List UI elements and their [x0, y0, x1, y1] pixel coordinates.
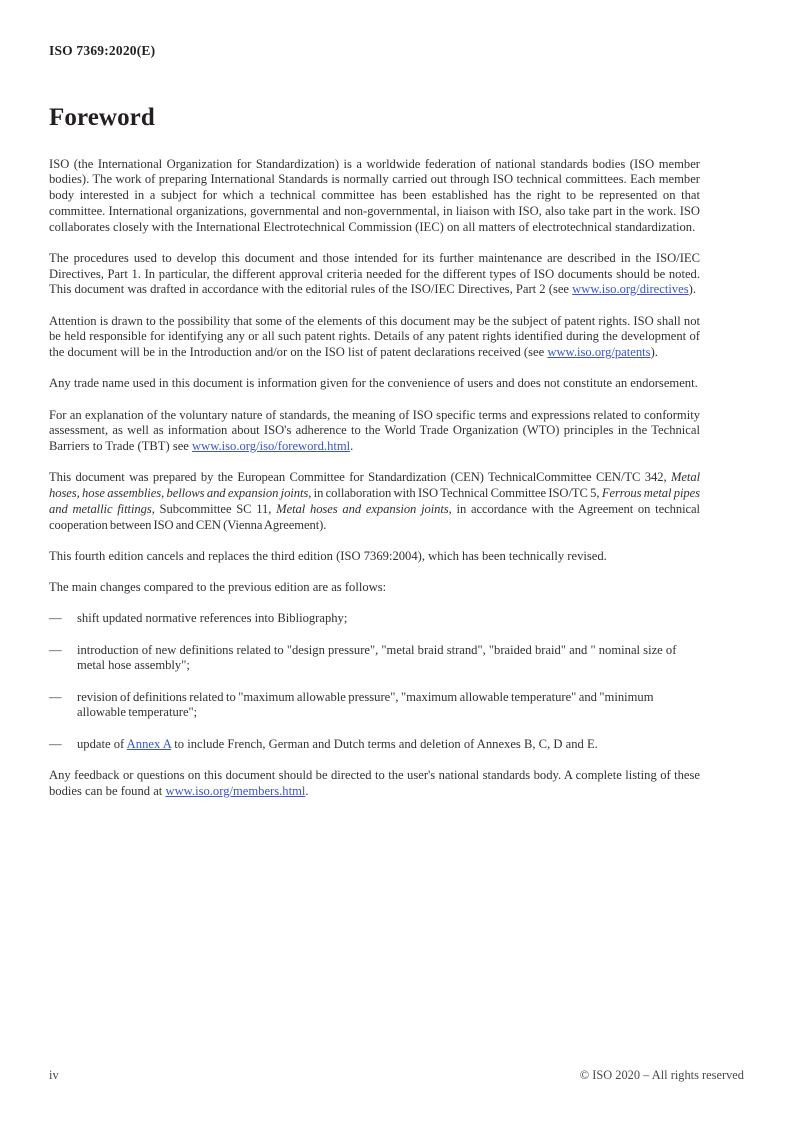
- link-iso-directives[interactable]: www.iso.org/directives: [572, 282, 689, 297]
- committee-title-sc-11: Metal hoses and expansion joints: [276, 501, 449, 516]
- page-title: Foreword: [49, 104, 155, 131]
- dash-bullet: —: [49, 689, 62, 704]
- list-item-text: revision of definitions related to "maximum allowable pressure", "maximum allowable temperature" and "minimum allowable temperature";: [77, 689, 654, 720]
- paragraph-trade-name: Any trade name used in this document is information given for the convenience of users and does not constitute an endorsement.: [49, 376, 698, 391]
- paragraph-feedback: [49, 768, 700, 800]
- paragraph-fourth-edition: This fourth edition cancels and replaces the third edition (ISO 7369:2004), which has been technically revised.: [49, 548, 607, 563]
- paragraph-patent-rights: [49, 314, 700, 361]
- paragraph-main-changes-intro: The main changes compared to the previous edition are as follows:: [49, 580, 387, 594]
- list-item: [49, 690, 700, 722]
- running-head: ISO 7369:2020(E): [49, 43, 156, 58]
- paragraph-feedback-text-before: Any feedback or questions on this document should be directed to the user's national standards body. A complete listing of these bodies can be found at: [49, 767, 700, 798]
- page-footer: [49, 1068, 744, 1086]
- dash-bullet: —: [49, 736, 62, 751]
- prepared-by-segment-3: , Subcommittee SC 11,: [151, 501, 277, 516]
- link-annex-a[interactable]: Annex A: [126, 736, 172, 751]
- paragraph-procedures: [49, 251, 700, 298]
- link-iso-foreword[interactable]: www.iso.org/iso/foreword.html: [192, 439, 351, 453]
- prepared-by-segment-4: , in accordance with the Agreement on technical cooperation between ISO and CEN (Vienna Agreement).: [49, 501, 700, 532]
- list-item: [49, 611, 700, 627]
- paragraph-prepared-by: [49, 470, 700, 533]
- copyright-notice: © ISO 2020 – All rights reserved: [579, 1068, 744, 1082]
- paragraph-feedback-text-after: .: [305, 783, 309, 798]
- paragraph-procedures-text-after: ).: [688, 282, 696, 297]
- paragraph-patent-text-after: ).: [650, 345, 658, 359]
- prepared-by-segment-2: , in collaboration with ISO Technical Committee ISO/TC 5,: [308, 486, 602, 500]
- changes-list: [49, 611, 700, 752]
- paragraph-voluntary-nature: [49, 408, 700, 455]
- list-item: [49, 643, 700, 675]
- committee-title-iso-tc-5: Ferrous metal pipes and metallic fittings: [49, 486, 701, 516]
- link-iso-members[interactable]: www.iso.org/members.html: [165, 783, 306, 798]
- list-item-text: shift updated normative references into Bibliography;: [77, 611, 348, 626]
- page-number: iv: [49, 1068, 59, 1082]
- prepared-by-segment-1: This document was prepared by the European Committee for Standardization (CEN) TechnicalCommittee CEN/TC 342,: [49, 470, 671, 485]
- paragraph-iso-description: ISO (the International Organization for Standardization) is a worldwide federation of national standards bodies (ISO member bodies). The work of preparing International Standards is normally carried out through ISO technical committees. Each member body interested in a subject for which a technical committee has been established has the right to be represented on that committee. International organizations, governmental and non-governmental, in liaison with ISO, also take part in the work. ISO collaborates closely with the International Electrotechnical Commission (IEC) on all matters of electrotechnical standardization.: [49, 156, 700, 234]
- list-item-text-after: to include French, German and Dutch terms and deletion of Annexes B, C, D and E.: [171, 736, 598, 751]
- list-item-text: introduction of new definitions related to "design pressure", "metal braid strand", "braided braid" and " nominal size of metal hose assembly";: [77, 642, 677, 673]
- link-iso-patents[interactable]: www.iso.org/patents: [547, 345, 651, 359]
- paragraph-procedures-text-before: The procedures used to develop this document and those intended for its further maintenance are described in the ISO/IEC Directives, Part 1. In particular, the different approval criteria needed for the different types of ISO documents should be noted. This document was drafted in accordance with the editorial rules of the ISO/IEC Directives, Part 2 (see: [49, 250, 700, 297]
- document-body: [49, 104, 700, 815]
- paragraph-voluntary-text-before: For an explanation of the voluntary nature of standards, the meaning of ISO specific terms and expressions related to conformity assessment, as well as information about ISO's adherence to the World Trade Organization (WTO) principles in the Technical Barriers to Trade (TBT) see: [49, 407, 700, 453]
- dash-bullet: —: [49, 611, 62, 626]
- dash-bullet: —: [49, 642, 62, 657]
- committee-title-cen-tc-342: Metal hoses, hose assemblies, bellows and expansion joints: [49, 470, 700, 500]
- list-item-text-before: update of: [77, 736, 127, 751]
- paragraph-patent-text-before: Attention is drawn to the possibility that some of the elements of this document may be the subject of patent rights. ISO shall not be held responsible for identifying any or all such patent rights. Details of any patent rights identified during the development of the document will be in the Introduction and/or on the ISO list of patent declarations received (see: [49, 313, 700, 359]
- list-item: [49, 737, 700, 753]
- paragraph-voluntary-text-after: .: [350, 439, 354, 453]
